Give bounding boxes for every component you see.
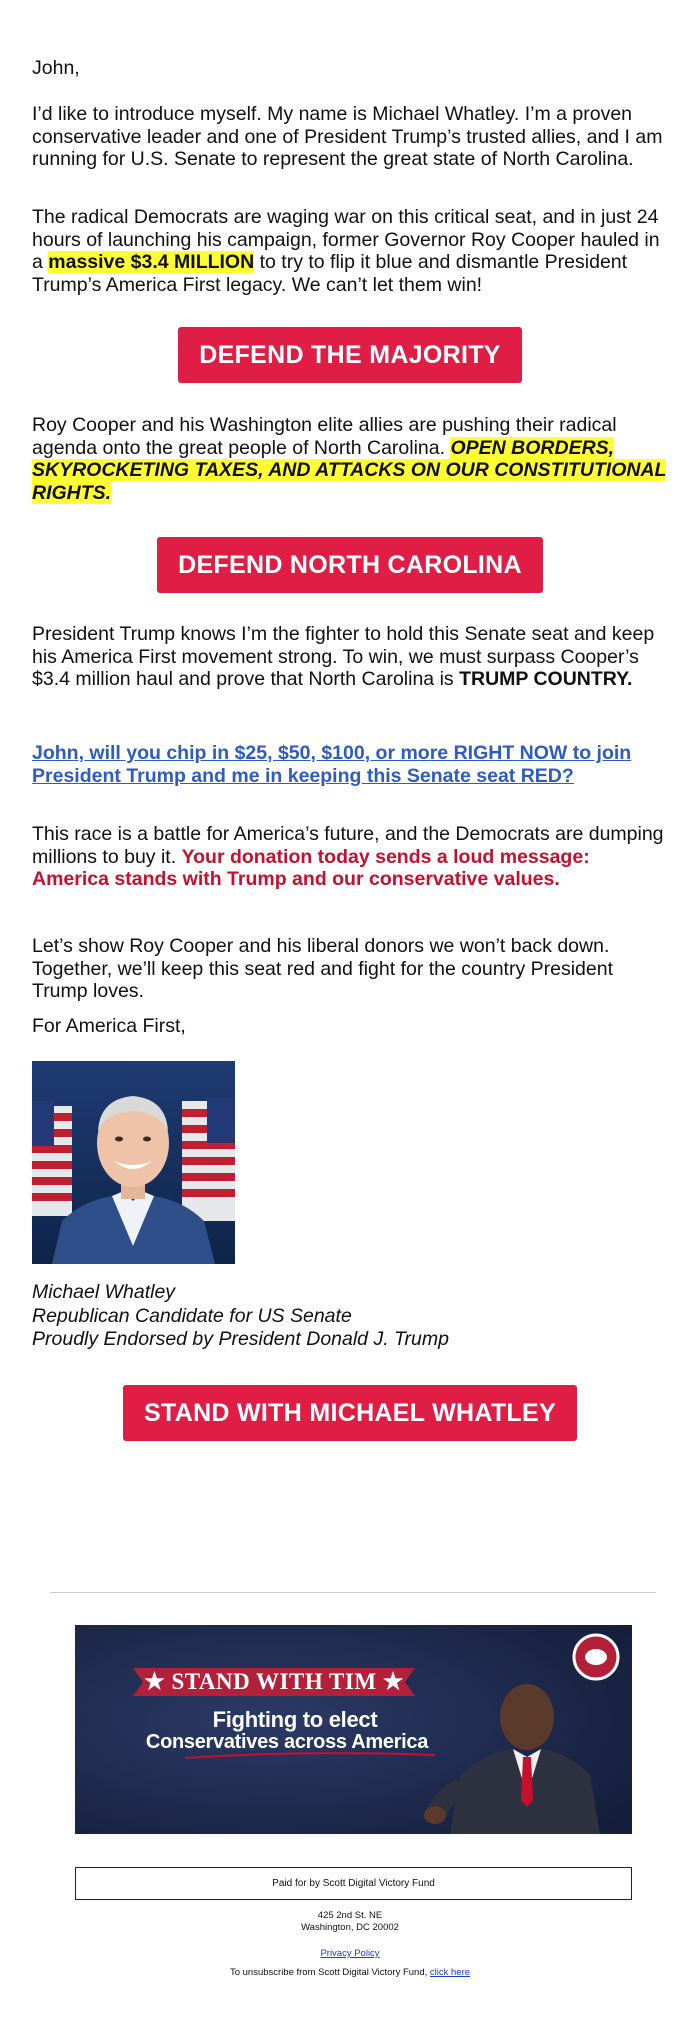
- backdown-paragraph: Let’s show Roy Cooper and his liberal donors we won’t back down. Together, we’ll keep this seat red and fight for the country President Trump loves.: [32, 935, 614, 1002]
- unsubscribe-link[interactable]: click here: [429, 1967, 471, 1978]
- banner-ribbon: ★ STAND WITH TIM ★: [144, 1669, 404, 1694]
- fighter-paragraph: [32, 623, 668, 691]
- defend-north-carolina-button[interactable]: DEFEND NORTH CAROLINA: [157, 537, 543, 593]
- footer-divider: [50, 1592, 656, 1593]
- agenda-text: Roy Cooper and his Washington elite allies are pushing their radical agenda onto the great people of North Carolina.: [32, 414, 617, 459]
- footer-address-line1: 425 2nd St. NE: [317, 1910, 383, 1921]
- signature-title: Republican Candidate for US Senate: [32, 1304, 352, 1327]
- highlight-amount: massive $3.4 MILLION: [48, 251, 255, 273]
- candidate-photo: [32, 1061, 235, 1264]
- defend-majority-row: [0, 327, 700, 383]
- defend-majority-button[interactable]: DEFEND THE MAJORITY: [178, 327, 522, 383]
- agenda-highlight: OPEN BORDERS, SKYROCKETING TAXES, AND ATTACKS ON OUR CONSTITUTIONAL RIGHTS.: [32, 436, 667, 504]
- closing: For America First,: [32, 1015, 186, 1037]
- privacy-policy-link[interactable]: Privacy Policy: [320, 1948, 380, 1959]
- unsubscribe-row: [0, 1967, 700, 1979]
- cooper-text: The radical Democrats are waging war on this critical seat, and in just 24 hours of launching his campaign, former Governor Roy Cooper hauled in a: [32, 206, 660, 273]
- agenda-paragraph: [32, 414, 668, 504]
- unsubscribe-text: To unsubscribe from Scott Digital Victory Fund,: [229, 1967, 430, 1978]
- privacy-row: [0, 1948, 700, 1960]
- cooper-paragraph: [32, 206, 668, 296]
- signature-name: Michael Whatley: [32, 1281, 176, 1303]
- stand-with-michael-whatley-button[interactable]: STAND WITH MICHAEL WHATLEY: [123, 1385, 577, 1441]
- footer-address-line2: Washington, DC 20002: [301, 1922, 399, 1933]
- stand-with-tim-banner[interactable]: [75, 1625, 632, 1834]
- battle-paragraph: [32, 823, 668, 891]
- donate-link[interactable]: John, will you chip in $25, $50, $100, or more RIGHT NOW to join President Trump and me in keeping this Senate seat RED?: [32, 742, 632, 787]
- signature-block: [32, 1281, 449, 1352]
- signature-endorsement: Proudly Endorsed by President Donald J. Trump: [32, 1328, 449, 1350]
- defend-nc-row: [0, 537, 700, 593]
- paid-for-box: Paid for by Scott Digital Victory Fund: [75, 1867, 632, 1900]
- banner-line1: Fighting to elect: [212, 1707, 378, 1732]
- donation-message: Your donation today sends a loud message: America stands with Trump and our conservative values.: [32, 845, 590, 890]
- greeting: John,: [32, 57, 80, 79]
- fighter-text: President Trump knows I’m the fighter to hold this Senate seat and keep his America First movement strong. To win, we must surpass Cooper’s $3.4 million haul and prove that North Carolina is: [32, 623, 655, 690]
- trump-country: TRUMP COUNTRY.: [459, 668, 633, 690]
- banner-line2: Conservatives across America: [145, 1731, 429, 1753]
- battle-text: This race is a battle for America’s future, and the Democrats are dumping millions to buy it.: [32, 823, 664, 868]
- intro-paragraph: I’d like to introduce myself. My name is Michael Whatley. I’m a proven conservative leader and one of President Trump’s trusted allies, and I am running for U.S. Senate to represent the great state of North Carolina.: [32, 103, 663, 170]
- stand-with-row: [0, 1385, 700, 1441]
- cooper-text-after: to try to flip it blue and dismantle President Trump’s America First legacy. We can’t let them win!: [32, 251, 628, 296]
